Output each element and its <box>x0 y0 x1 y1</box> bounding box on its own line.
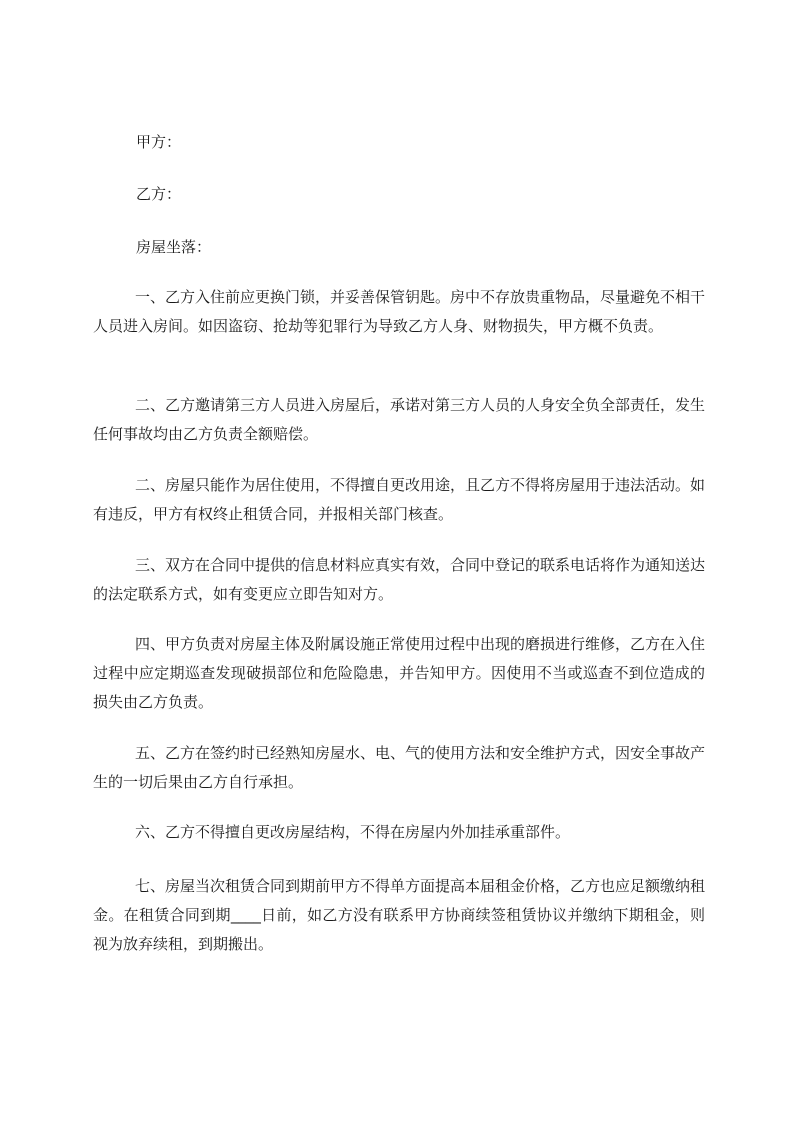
clause-3: 二、房屋只能作为居住使用，不得擅自更改用途，且乙方不得将房屋用于违法活动。如有违反，甲方有权终止租赁合同，并报相关部门核查。 <box>93 476 706 523</box>
party-a-label: 甲方： <box>136 133 182 151</box>
clause-2: 二、乙方邀请第三方人员进入房屋后，承诺对第三方人员的人身安全负全部责任，发生任何事故均由乙方负责全额赔偿。 <box>93 396 706 443</box>
clause-6: 五、乙方在签约时已经熟知房屋水、电、气的使用方法和安全维护方式，因安全事故产生的一切后果由乙方自行承担。 <box>93 744 706 791</box>
clause-8: 七、房屋当次租赁合同到期前甲方不得单方面提高本届租金价格，乙方也应足额缴纳租金。在租赁合同到期____日前，如乙方没有联系甲方协商续签租赁协议并缴纳下期租金，则视为放弃续租，到期搬出。 <box>93 877 706 953</box>
clause-1: 一、乙方入住前应更换门锁，并妥善保管钥匙。房中不存放贵重物品，尽量避免不相干人员进入房间。如因盗窃、抢劫等犯罪行为导致乙方人身、财物损失，甲方概不负责。 <box>93 288 706 335</box>
property-location-label: 房屋坐落： <box>136 238 212 256</box>
clause-7: 六、乙方不得擅自更改房屋结构，不得在房屋内外加挂承重部件。 <box>135 823 571 841</box>
clause-4: 三、双方在合同中提供的信息材料应真实有效，合同中登记的联系电话将作为通知送达的法定联系方式，如有变更应立即告知对方。 <box>93 556 706 603</box>
party-b-label: 乙方： <box>136 185 182 203</box>
clause-5: 四、甲方负责对房屋主体及附属设施正常使用过程中出现的磨损进行维修，乙方在入住过程中应定期巡查发现破损部位和危险隐患，并告知甲方。因使用不当或巡查不到位造成的损失由乙方负责。 <box>93 635 706 711</box>
